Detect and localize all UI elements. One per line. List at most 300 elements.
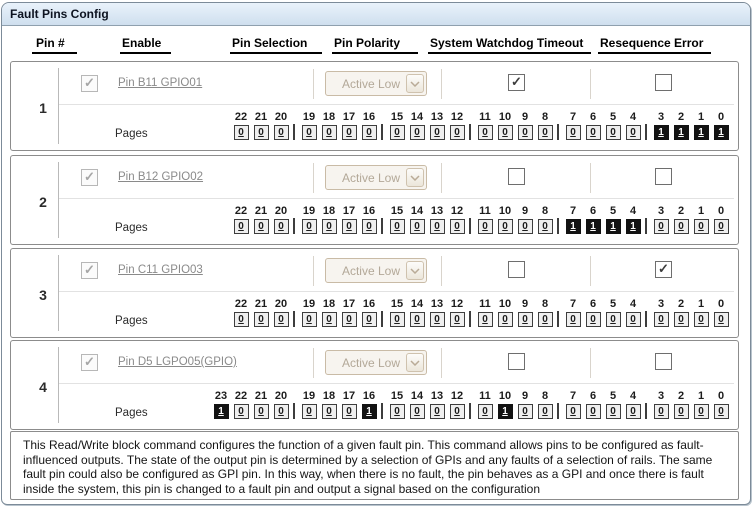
bit-toggle-cell[interactable]: 1 — [674, 125, 689, 140]
bit-group — [475, 298, 555, 327]
bit-toggle-cell[interactable]: 0 — [478, 125, 493, 140]
pin-polarity-value: Active Low — [341, 76, 400, 91]
bit-toggle-cell[interactable]: 1 — [362, 404, 377, 419]
pin-config-row — [10, 340, 739, 430]
bit-index-label: 14 — [410, 390, 424, 402]
bit-toggle-cell[interactable]: 0 — [478, 404, 493, 419]
bit-index-label: 7 — [569, 298, 577, 310]
bit-toggle-cell[interactable]: 0 — [674, 404, 689, 419]
bit-index-label: 13 — [430, 205, 444, 217]
bit — [339, 298, 359, 327]
bit — [623, 390, 643, 419]
chevron-down-icon — [406, 74, 424, 93]
bit-toggle-cell[interactable]: 1 — [214, 404, 229, 419]
bit-index-label: 11 — [479, 390, 491, 402]
bit — [583, 298, 603, 327]
bit-index-label: 14 — [410, 111, 424, 123]
bit-index-label: 10 — [498, 298, 512, 310]
chevron-down-icon — [406, 261, 424, 280]
check-icon: ✓ — [84, 354, 95, 369]
bit-toggle-cell[interactable]: 0 — [714, 312, 729, 327]
titlebar — [2, 3, 750, 26]
column-header-pin-number: Pin # — [32, 36, 77, 54]
bit — [231, 205, 251, 234]
bit-toggle-cell[interactable]: 0 — [518, 312, 533, 327]
bit-toggle-cell[interactable]: 0 — [714, 219, 729, 234]
bit — [475, 111, 495, 140]
bit — [359, 205, 379, 234]
pin-config-row — [10, 155, 739, 245]
bit — [623, 298, 643, 327]
column-divider — [441, 348, 442, 378]
bit-group — [475, 205, 555, 234]
bit-group — [651, 298, 731, 327]
bit-index-label: 2 — [677, 298, 685, 310]
bit-toggle-cell[interactable]: 0 — [450, 219, 465, 234]
bit — [515, 205, 535, 234]
pin-polarity-value: Active Low — [341, 263, 400, 278]
bit — [359, 111, 379, 140]
bit-toggle-cell[interactable]: 0 — [362, 219, 377, 234]
column-divider — [313, 256, 314, 286]
pages-label: Pages — [115, 222, 148, 234]
bit-toggle-cell[interactable]: 0 — [518, 125, 533, 140]
pin-polarity-dropdown — [325, 350, 427, 375]
bit-index-label: 13 — [430, 390, 444, 402]
bit-index-label: 13 — [430, 298, 444, 310]
bit-toggle-cell[interactable]: 0 — [518, 404, 533, 419]
bit-index-label: 9 — [521, 205, 529, 217]
bit — [495, 111, 515, 140]
bit — [671, 111, 691, 140]
bit-toggle-cell[interactable]: 0 — [674, 312, 689, 327]
enable-checkbox — [81, 262, 98, 279]
bit — [603, 111, 623, 140]
resequence-error-checkbox[interactable] — [655, 168, 672, 185]
bit-toggle-cell[interactable]: 0 — [274, 219, 289, 234]
bit-index-label: 2 — [677, 205, 685, 217]
bit-toggle-cell[interactable]: 0 — [538, 219, 553, 234]
bit — [691, 111, 711, 140]
bit-toggle-cell[interactable]: 0 — [606, 312, 621, 327]
bit-toggle-cell[interactable]: 0 — [626, 312, 641, 327]
bit-toggle-cell[interactable]: 0 — [714, 404, 729, 419]
bit-toggle-cell[interactable]: 0 — [410, 219, 425, 234]
bit-toggle-cell[interactable]: 0 — [674, 219, 689, 234]
bit-index-label: 22 — [234, 111, 248, 123]
system-watchdog-timeout-checkbox[interactable] — [508, 261, 525, 278]
bit-toggle-cell[interactable]: 0 — [430, 312, 445, 327]
pages-label: Pages — [115, 407, 148, 419]
bit-group — [299, 205, 379, 234]
bit — [671, 390, 691, 419]
bit — [651, 205, 671, 234]
check-icon: ✓ — [84, 169, 95, 184]
bit-group-separator — [469, 218, 471, 234]
bit-index-label: 11 — [479, 205, 491, 217]
bit-index-label: 16 — [362, 298, 376, 310]
bit — [711, 390, 731, 419]
bit-toggle-cell[interactable]: 0 — [234, 125, 249, 140]
bit-index-label: 16 — [362, 390, 376, 402]
bit-toggle-cell[interactable]: 1 — [566, 219, 581, 234]
bit-index-label: 5 — [609, 111, 617, 123]
bit-group — [387, 111, 467, 140]
column-header-pin-selection: Pin Selection — [230, 36, 322, 54]
bit-group — [387, 390, 467, 419]
bit-index-label: 5 — [609, 298, 617, 310]
bit-group — [299, 298, 379, 327]
bit — [387, 390, 407, 419]
bit — [339, 390, 359, 419]
bit-index-label: 11 — [479, 111, 491, 123]
row-divider — [58, 162, 59, 238]
check-icon: ✓ — [84, 75, 95, 90]
bit-index-label: 0 — [717, 205, 725, 217]
bit-index-label: 10 — [498, 111, 512, 123]
bit-index-label: 7 — [569, 205, 577, 217]
bit-toggle-cell[interactable]: 0 — [566, 312, 581, 327]
pages-label: Pages — [115, 128, 148, 140]
bit-index-label: 22 — [234, 390, 248, 402]
bit-index-label: 23 — [214, 390, 228, 402]
bit — [231, 111, 251, 140]
bit — [407, 205, 427, 234]
bit-index-label: 7 — [569, 111, 577, 123]
bit — [603, 390, 623, 419]
bit-index-label: 0 — [717, 390, 725, 402]
row-inner-divider — [59, 291, 734, 292]
bit-toggle-cell[interactable]: 0 — [362, 125, 377, 140]
pin-selection-link[interactable]: Pin B11 GPIO01 — [118, 77, 203, 89]
system-watchdog-timeout-checkbox[interactable] — [508, 168, 525, 185]
check-icon: ✓ — [658, 261, 669, 276]
bit-toggle-cell[interactable]: 0 — [430, 125, 445, 140]
bit-index-label: 6 — [589, 390, 597, 402]
bit-index-label: 15 — [390, 298, 404, 310]
bit — [251, 205, 271, 234]
pin-selection-link[interactable]: Pin B12 GPIO02 — [118, 171, 204, 183]
bit — [427, 390, 447, 419]
column-header-resequence-error: Resequence Error — [598, 36, 711, 54]
bit-index-label: 17 — [342, 205, 356, 217]
bit — [271, 298, 291, 327]
bit-toggle-cell[interactable]: 0 — [254, 404, 269, 419]
bit-toggle-cell[interactable]: 0 — [342, 125, 357, 140]
bit-index-label: 4 — [629, 390, 637, 402]
bit-toggle-cell[interactable]: 0 — [606, 125, 621, 140]
bit-index-label: 2 — [677, 390, 685, 402]
bit-index-label: 14 — [410, 298, 424, 310]
bit-toggle-cell[interactable]: 0 — [654, 219, 669, 234]
bit-toggle-cell[interactable]: 1 — [606, 219, 621, 234]
bit-index-label: 6 — [589, 111, 597, 123]
bit — [495, 390, 515, 419]
bit-index-label: 20 — [274, 390, 288, 402]
fault-pins-config-panel — [1, 2, 751, 505]
bit-group — [563, 390, 643, 419]
bit-index-label: 18 — [322, 298, 336, 310]
bit — [583, 111, 603, 140]
bit-group — [387, 298, 467, 327]
bit-toggle-cell[interactable]: 0 — [626, 404, 641, 419]
bit-index-label: 1 — [697, 111, 705, 123]
bit — [339, 111, 359, 140]
bit-toggle-cell[interactable]: 1 — [586, 219, 601, 234]
bit-group-separator — [645, 124, 647, 140]
bit — [359, 390, 379, 419]
bit — [271, 205, 291, 234]
bit-index-label: 0 — [717, 111, 725, 123]
bit-toggle-cell[interactable]: 0 — [694, 219, 709, 234]
bit-toggle-cell[interactable]: 0 — [322, 312, 337, 327]
pin-selection-link[interactable]: Pin C11 GPIO03 — [118, 264, 203, 276]
bit-toggle-cell[interactable]: 0 — [538, 125, 553, 140]
bit-index-label: 3 — [657, 390, 665, 402]
bit-index-label: 20 — [274, 111, 288, 123]
bit-toggle-cell[interactable]: 0 — [234, 312, 249, 327]
bit-toggle-cell[interactable]: 0 — [498, 125, 513, 140]
bit — [231, 298, 251, 327]
bit-toggle-cell[interactable]: 0 — [450, 404, 465, 419]
bit-toggle-cell[interactable]: 0 — [566, 125, 581, 140]
bit-toggle-cell[interactable]: 0 — [478, 312, 493, 327]
bit-group-separator — [381, 124, 383, 140]
bit-group — [387, 205, 467, 234]
bit-toggle-cell[interactable]: 0 — [626, 125, 641, 140]
bit-toggle-cell[interactable]: 0 — [478, 219, 493, 234]
bit-index-label: 12 — [450, 205, 464, 217]
row-inner-divider — [59, 104, 734, 105]
bit-toggle-cell[interactable]: 0 — [538, 404, 553, 419]
bit-toggle-cell[interactable]: 1 — [654, 125, 669, 140]
bit-toggle-cell[interactable]: 0 — [606, 404, 621, 419]
bit-toggle-cell[interactable]: 1 — [626, 219, 641, 234]
bit-index-label: 8 — [541, 298, 549, 310]
column-divider — [590, 256, 591, 286]
bit-index-label: 1 — [697, 298, 705, 310]
column-divider — [441, 256, 442, 286]
bit-toggle-cell[interactable]: 0 — [342, 404, 357, 419]
bit-group-separator — [469, 311, 471, 327]
bit — [447, 298, 467, 327]
bit-index-label: 11 — [479, 298, 491, 310]
bit-group-separator — [645, 311, 647, 327]
bit-toggle-cell[interactable]: 0 — [450, 312, 465, 327]
system-watchdog-timeout-checkbox[interactable] — [508, 74, 525, 91]
bit-toggle-cell[interactable]: 0 — [254, 219, 269, 234]
bit-index-label: 15 — [390, 205, 404, 217]
bit-toggle-cell[interactable]: 0 — [274, 312, 289, 327]
bit-group-separator — [381, 311, 383, 327]
column-divider — [590, 348, 591, 378]
bit-group-separator — [645, 218, 647, 234]
bit-toggle-cell[interactable]: 0 — [430, 404, 445, 419]
enable-checkbox — [81, 75, 98, 92]
check-icon: ✓ — [511, 74, 522, 89]
bit — [563, 205, 583, 234]
bit-toggle-cell[interactable]: 0 — [390, 219, 405, 234]
pages-bitfield — [231, 111, 731, 140]
bit-toggle-cell[interactable]: 0 — [302, 125, 317, 140]
bit-index-label: 18 — [322, 205, 336, 217]
bit-toggle-cell[interactable]: 1 — [714, 125, 729, 140]
bit-group-separator — [557, 403, 559, 419]
bit — [251, 298, 271, 327]
bit-toggle-cell[interactable]: 0 — [694, 312, 709, 327]
bit-toggle-cell[interactable]: 0 — [322, 219, 337, 234]
bit-index-label: 17 — [342, 390, 356, 402]
bit — [515, 390, 535, 419]
panel-title: Fault Pins Config — [10, 7, 109, 21]
bit-index-label: 6 — [589, 298, 597, 310]
bit-group-separator — [293, 403, 295, 419]
bit-index-label: 8 — [541, 390, 549, 402]
bit-index-label: 6 — [589, 205, 597, 217]
bit — [271, 111, 291, 140]
bit — [475, 390, 495, 419]
bit-index-label: 16 — [362, 205, 376, 217]
bit — [535, 390, 555, 419]
bit-index-label: 12 — [450, 390, 464, 402]
bit-toggle-cell[interactable]: 0 — [390, 404, 405, 419]
bit-index-label: 5 — [609, 390, 617, 402]
bit-group — [563, 298, 643, 327]
bit-group-separator — [557, 218, 559, 234]
bit-index-label: 1 — [697, 390, 705, 402]
bit-toggle-cell[interactable]: 0 — [538, 312, 553, 327]
bit-index-label: 17 — [342, 111, 356, 123]
bit-index-label: 22 — [234, 205, 248, 217]
bit — [271, 390, 291, 419]
bit-index-label: 22 — [234, 298, 248, 310]
bit-group-separator — [469, 124, 471, 140]
bit-toggle-cell[interactable]: 0 — [586, 312, 601, 327]
bit — [671, 205, 691, 234]
bit-index-label: 3 — [657, 111, 665, 123]
bit-toggle-cell[interactable]: 0 — [274, 404, 289, 419]
bit — [447, 390, 467, 419]
bit — [563, 390, 583, 419]
bit-index-label: 2 — [677, 111, 685, 123]
bit-toggle-cell[interactable]: 1 — [694, 125, 709, 140]
column-header-system-watchdog-timeout: System Watchdog Timeout — [428, 36, 591, 54]
bit-index-label: 19 — [302, 205, 316, 217]
resequence-error-checkbox[interactable] — [655, 261, 672, 278]
pin-polarity-dropdown — [325, 258, 427, 283]
bit-index-label: 10 — [498, 390, 512, 402]
bit-toggle-cell[interactable]: 0 — [498, 219, 513, 234]
bit-toggle-cell[interactable]: 0 — [390, 125, 405, 140]
chevron-down-icon — [406, 353, 424, 372]
column-divider — [441, 163, 442, 193]
bit-index-label: 9 — [521, 111, 529, 123]
bit-toggle-cell[interactable]: 0 — [450, 125, 465, 140]
bit-toggle-cell[interactable]: 0 — [410, 404, 425, 419]
bit — [623, 205, 643, 234]
bit-toggle-cell[interactable]: 0 — [342, 219, 357, 234]
bit — [515, 298, 535, 327]
bit-toggle-cell[interactable]: 0 — [654, 404, 669, 419]
pin-polarity-dropdown — [325, 165, 427, 190]
bit-group — [651, 111, 731, 140]
bit — [319, 390, 339, 419]
enable-checkbox — [81, 169, 98, 186]
bit — [495, 298, 515, 327]
bit-group — [563, 205, 643, 234]
bit — [583, 205, 603, 234]
bit-toggle-cell[interactable]: 0 — [234, 404, 249, 419]
bit-toggle-cell[interactable]: 0 — [342, 312, 357, 327]
bit-toggle-cell[interactable]: 0 — [302, 312, 317, 327]
pin-polarity-dropdown — [325, 71, 427, 96]
pin-selection-link[interactable]: Pin D5 LGPO05(GPIO) — [118, 356, 237, 368]
bit-toggle-cell[interactable]: 0 — [518, 219, 533, 234]
bit-toggle-cell[interactable]: 0 — [254, 312, 269, 327]
bit-group-separator — [293, 218, 295, 234]
bit-toggle-cell[interactable]: 0 — [498, 312, 513, 327]
bit — [387, 205, 407, 234]
bit-toggle-cell[interactable]: 0 — [654, 312, 669, 327]
chevron-down-icon — [406, 168, 424, 187]
bit-toggle-cell[interactable]: 0 — [566, 404, 581, 419]
resequence-error-checkbox[interactable] — [655, 74, 672, 91]
bit-index-label: 14 — [410, 205, 424, 217]
bit-index-label: 12 — [450, 298, 464, 310]
column-divider — [313, 163, 314, 193]
column-divider — [590, 69, 591, 99]
bit-group — [211, 390, 291, 419]
bit — [427, 111, 447, 140]
bit-toggle-cell[interactable]: 0 — [234, 219, 249, 234]
bit-toggle-cell[interactable]: 0 — [362, 312, 377, 327]
bit-index-label: 20 — [274, 205, 288, 217]
bit-toggle-cell[interactable]: 0 — [410, 125, 425, 140]
bit-toggle-cell[interactable]: 0 — [254, 125, 269, 140]
bit-toggle-cell[interactable]: 0 — [390, 312, 405, 327]
bit-index-label: 4 — [629, 298, 637, 310]
bit-group — [231, 205, 291, 234]
pin-number: 3 — [39, 287, 47, 303]
bit-toggle-cell[interactable]: 0 — [322, 125, 337, 140]
bit-group — [563, 111, 643, 140]
bit-index-label: 18 — [322, 390, 336, 402]
bit — [299, 111, 319, 140]
bit-toggle-cell[interactable]: 0 — [694, 404, 709, 419]
pin-polarity-value: Active Low — [341, 170, 400, 185]
bit-toggle-cell[interactable]: 0 — [586, 125, 601, 140]
bit-toggle-cell[interactable]: 1 — [498, 404, 513, 419]
system-watchdog-timeout-checkbox[interactable] — [508, 353, 525, 370]
bit-index-label: 8 — [541, 205, 549, 217]
bit-group — [299, 111, 379, 140]
resequence-error-checkbox[interactable] — [655, 353, 672, 370]
bit-toggle-cell[interactable]: 0 — [586, 404, 601, 419]
bit-group-separator — [381, 218, 383, 234]
pages-bitfield — [211, 390, 731, 419]
description-text: This Read/Write block command configures the function of a given fault pin. This command allows pins to be configured as fault-influenced outputs. The state of the output pin is determined by a selection of GPIs and any faults of a selection of rails. The same fault pin could also be configured as GPI pin. In this way, when there is no fault, the pin behaves as a GPI and once there is fault inside the system, this pin is changed to a fault pin and output a signal based on the configuration — [23, 438, 713, 496]
bit-toggle-cell[interactable]: 0 — [430, 219, 445, 234]
bit — [671, 298, 691, 327]
bit-toggle-cell[interactable]: 0 — [302, 404, 317, 419]
bit-group — [231, 298, 291, 327]
bit-group-separator — [469, 403, 471, 419]
bit — [231, 390, 251, 419]
bit-toggle-cell[interactable]: 0 — [302, 219, 317, 234]
bit-toggle-cell[interactable]: 0 — [410, 312, 425, 327]
bit-toggle-cell[interactable]: 0 — [274, 125, 289, 140]
bit-toggle-cell[interactable]: 0 — [322, 404, 337, 419]
